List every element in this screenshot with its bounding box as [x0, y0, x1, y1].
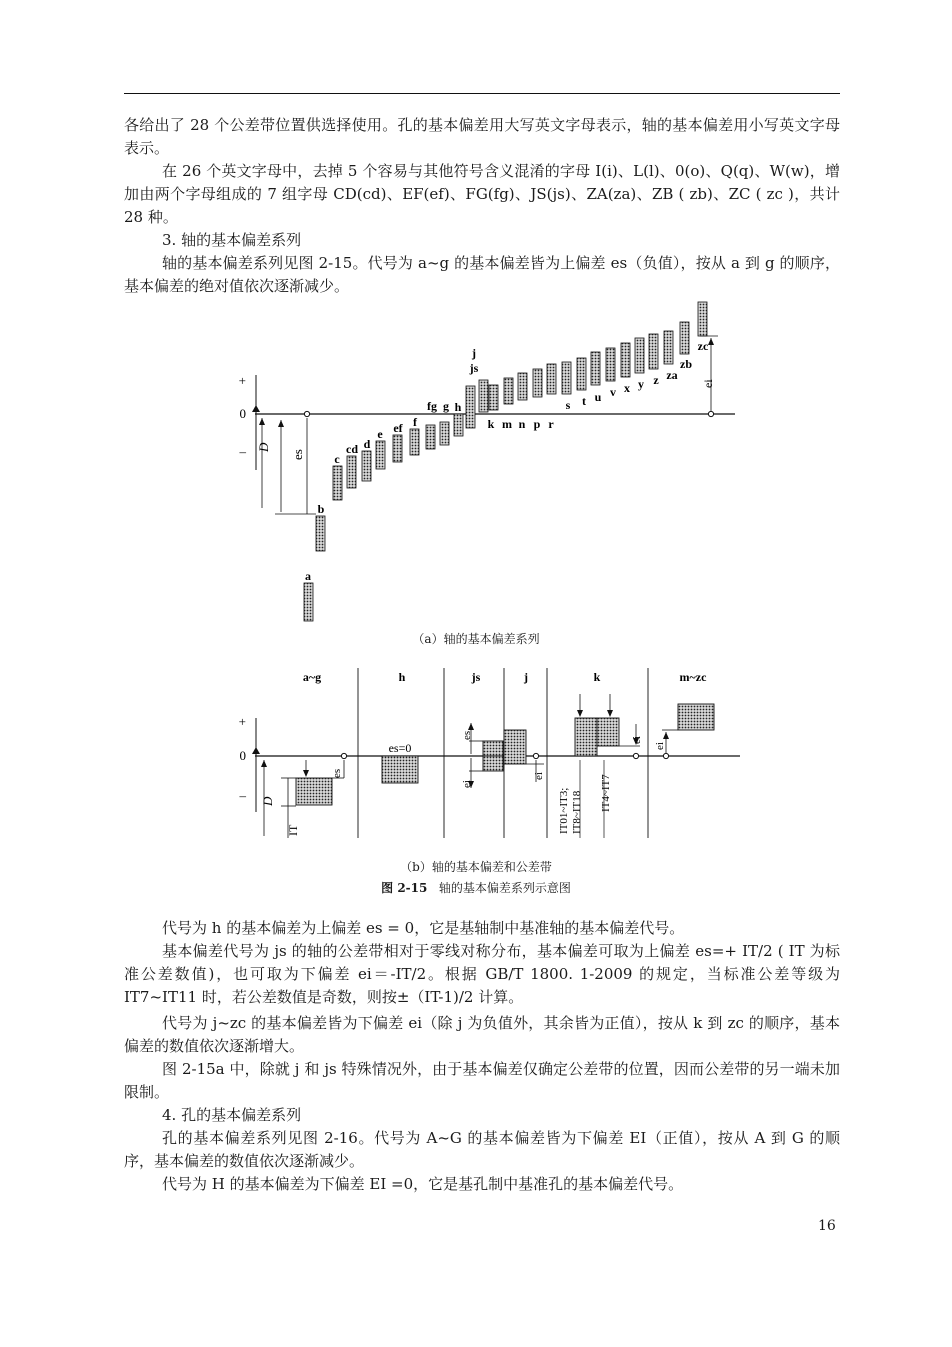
bar-d	[362, 451, 371, 481]
paragraph: 基本偏差代号为 js 的轴的公差带相对于零线对称分布，基本偏差可取为上偏差 es=+ IT/2 ( IT 为标准公差数值)，也可取为下偏差 ei＝-IT/2。根据 GB/T 1800. 1-2009 的规定，当标准公差等级为 IT7~IT11 时，若公差数值是奇数，则按±（IT-1)/2 计算。	[124, 942, 840, 1006]
bar-s	[562, 362, 571, 394]
label-ef: ef	[393, 421, 403, 435]
label-ei: ei	[701, 379, 715, 388]
label-m: m	[502, 417, 512, 431]
bar-j-b	[504, 730, 526, 764]
axis-minus-b: –	[239, 788, 246, 803]
label-x: x	[624, 381, 630, 395]
label-p: p	[533, 417, 541, 431]
figure-title-text: 轴的基本偏差系列示意图	[438, 881, 571, 895]
label-a: a	[305, 569, 311, 583]
label-k: k	[487, 417, 495, 431]
bar-z	[649, 334, 658, 369]
label-ei-j: ei	[533, 772, 545, 780]
paragraph: 孔的基本偏差系列见图 2-16。代号为 A~G 的基本偏差皆为下偏差 EI（正值），按从 A 到 G 的顺序，基本偏差的数值依次逐渐减少。	[124, 1129, 840, 1170]
label-cd: cd	[346, 442, 358, 456]
label-zb: zb	[680, 357, 692, 371]
bar-a	[304, 583, 313, 621]
bar-zc	[698, 302, 707, 336]
bar-k1	[575, 718, 597, 756]
bar-k	[489, 385, 498, 410]
bar-a-g	[296, 778, 332, 805]
paragraph: 代号为 H 的基本偏差为下偏差 EI =0，它是基孔制中基准孔的基本偏差代号。	[162, 1175, 684, 1193]
bar-zb	[680, 322, 689, 354]
bar-k2	[597, 718, 619, 746]
bar-fg	[426, 425, 435, 449]
label-za: za	[666, 368, 678, 382]
bar-b	[316, 516, 325, 551]
paragraph: 图 2-15a 中，除就 j 和 js 特殊情况外，由于基本偏差仅确定公差带的位置，因而公差带的另一端未加限制。	[124, 1060, 840, 1101]
bar-h-b	[382, 756, 418, 783]
label-h: h	[454, 400, 462, 414]
axis-minus: –	[239, 444, 246, 459]
axis-zero-b: 0	[239, 748, 246, 763]
bar-e	[376, 441, 385, 469]
label-k-range2: IT8~IT18	[571, 790, 583, 834]
axis-zero: 0	[239, 406, 246, 421]
label-fg: fg	[427, 399, 437, 413]
figure-b	[239, 668, 741, 838]
label-d: d	[363, 437, 371, 451]
bar-v	[606, 348, 615, 381]
paragraph: 在 26 个英文字母中，去掉 5 个容易与其他符号含义混淆的字母 I(i)、L(l)、0(o)、Q(q)、W(w)，增加由两个字母组成的 7 组字母 CD(cd)、EF(ef)、FG(fg)、JS(js)、ZA(za)、ZB ( zb)、ZC ( zc )，共计 28 种。	[124, 162, 840, 226]
bar-cd	[347, 456, 356, 488]
label-k-range1: IT01~IT3;	[558, 787, 570, 834]
paragraph: 代号为 j~zc 的基本偏差皆为下偏差 ei（除 j 为负值外，其余皆为正值），按从 k 到 zc 的顺序，基本偏差的数值依次逐渐增大。	[124, 1014, 840, 1055]
paragraph: 轴的基本偏差系列见图 2-15。代号为 a~g 的基本偏差皆为上偏差 es（负值），按从 a 到 g 的顺序，基本偏差的绝对值依次逐渐减少。	[124, 254, 840, 295]
bar-js	[479, 380, 488, 412]
bar-n	[518, 373, 527, 400]
figure-a	[239, 302, 736, 621]
label-z: z	[653, 373, 659, 387]
label-es-b: es	[331, 768, 343, 778]
bar-m	[504, 378, 513, 404]
label-r: r	[548, 417, 554, 431]
label-t: t	[582, 394, 586, 408]
bar-za	[664, 331, 673, 364]
header-m-zc: m~zc	[679, 670, 707, 684]
header-js: js	[471, 670, 481, 684]
bar-p	[533, 369, 542, 397]
bar-js-down	[483, 756, 503, 771]
label-y: y	[638, 377, 644, 391]
bar-m-zc	[678, 704, 714, 730]
figure-number: 图 2-15	[381, 881, 428, 895]
label-js: js	[469, 361, 479, 375]
label-n: n	[518, 417, 526, 431]
label-u: u	[594, 390, 602, 404]
bar-c	[333, 466, 342, 500]
label-D: D	[256, 442, 271, 452]
label-D-b: D	[260, 796, 275, 806]
header-a-g: a~g	[302, 670, 322, 684]
label-b: b	[317, 502, 325, 516]
label-g: g	[443, 399, 449, 413]
section-heading: 3. 轴的基本偏差系列	[162, 231, 302, 249]
label-c: c	[334, 452, 340, 466]
page-number: 16	[818, 1218, 836, 1234]
axis-plus: +	[238, 373, 246, 388]
bar-h	[454, 414, 463, 436]
bar-r	[547, 364, 556, 394]
bar-u	[591, 352, 600, 385]
paragraph: 代号为 h 的基本偏差为上偏差 es = 0，它是基轴制中基准轴的基本偏差代号。	[162, 919, 685, 937]
caption-b: （b）轴的基本偏差和公差带	[400, 860, 552, 874]
section-heading: 4. 孔的基本偏差系列	[162, 1106, 302, 1124]
label-ei-mzc: ei	[654, 742, 666, 750]
label-k-range3: IT4~IT7	[600, 774, 612, 812]
axis-plus-b: +	[238, 714, 246, 729]
figure-title	[0, 879, 952, 896]
label-IT: IT	[286, 824, 300, 836]
bar-js-up	[483, 741, 503, 756]
label-ei-k: ei	[631, 736, 643, 744]
label-e: e	[377, 427, 383, 441]
bar-f	[410, 429, 419, 455]
bar-y	[635, 338, 644, 373]
label-v: v	[610, 385, 616, 399]
header-k: k	[593, 670, 601, 684]
label-f: f	[413, 415, 417, 429]
label-zc: zc	[697, 339, 709, 353]
bar-ef	[393, 435, 402, 462]
label-ei-js: ei	[461, 780, 473, 788]
label-es-js: es	[461, 730, 473, 740]
label-es0: es=0	[388, 741, 412, 755]
label-s: s	[565, 398, 571, 412]
bar-x	[621, 343, 630, 377]
bar-g	[440, 422, 449, 445]
bar-t	[577, 358, 586, 390]
paragraph: 各给出了 28 个公差带位置供选择使用。孔的基本偏差用大写英文字母表示，轴的基本偏差用小写英文字母表示。	[124, 116, 840, 157]
label-es: es	[290, 449, 305, 460]
header-j: j	[524, 670, 528, 684]
label-j: j	[472, 346, 476, 360]
bar-j	[466, 386, 475, 428]
caption-a: （a）轴的基本偏差系列	[412, 632, 540, 646]
header-h: h	[398, 670, 406, 684]
